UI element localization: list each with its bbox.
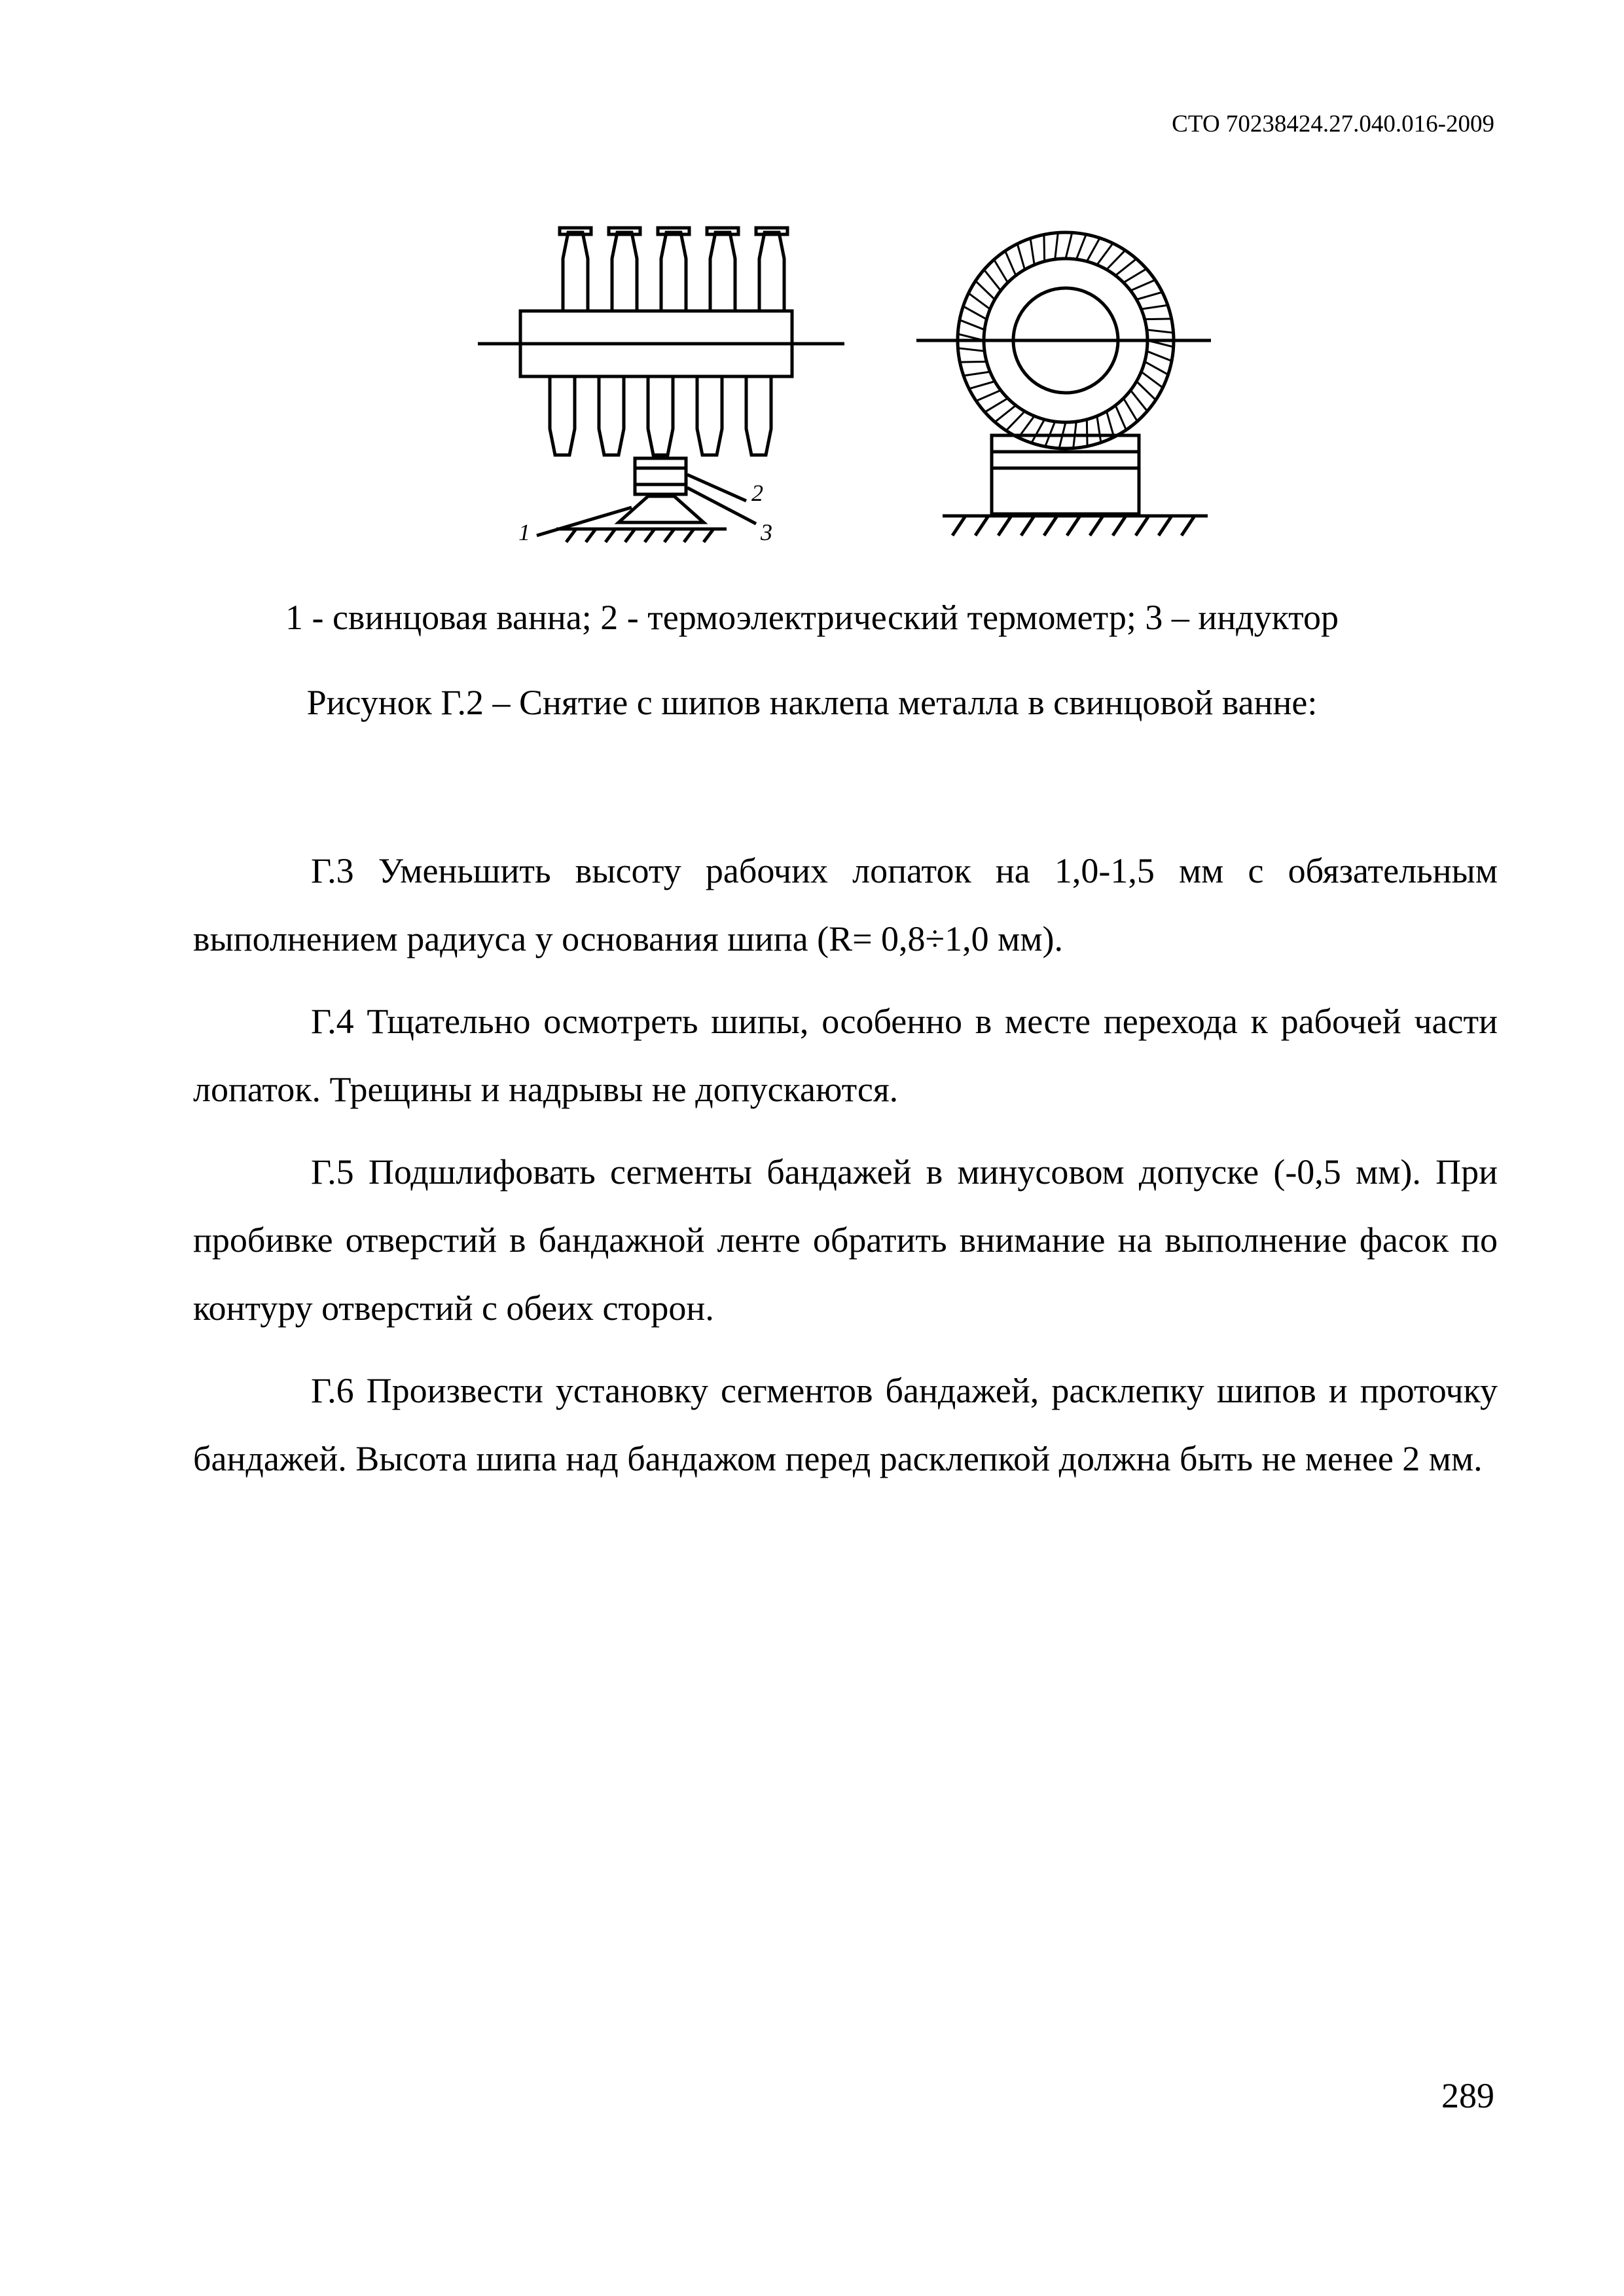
- paragraph-g3: Г.3 Уменьшить высоту рабочих лопаток на 1,0-1,5 мм с обязательным выполнением радиуса у основания шипа (R= 0,8÷1,0 мм).: [193, 851, 1498, 958]
- blade-line: [1055, 232, 1058, 259]
- blade-line: [975, 281, 994, 299]
- blade-line: [964, 372, 990, 376]
- callout-1: 1: [518, 519, 530, 545]
- blade-line: [1136, 382, 1155, 400]
- blade-line: [1097, 416, 1101, 442]
- blade-line: [985, 398, 1008, 412]
- figure-legend: 1 - свинцовая ванна; 2 - термоэлектрический термометр; 3 – индуктор: [285, 598, 1339, 637]
- figure-caption: Рисунок Г.2 – Снятие с шипов наклепа металла в свинцовой ванне:: [306, 683, 1318, 722]
- blade-line: [1147, 330, 1174, 333]
- blade-line: [1087, 238, 1100, 261]
- rotor-side-view: [478, 228, 844, 545]
- blade-line: [1147, 351, 1172, 361]
- paragraph-g6: Г.6 Произвести установку сегментов бандажей, расклепку шипов и проточку бандажей. Высота шипа над бандажом перед расклепкой должна быть не менее 2 мм.: [193, 1371, 1498, 1478]
- blade-line: [1044, 234, 1045, 261]
- blade-line: [995, 405, 1016, 422]
- blade-line: [1017, 244, 1024, 269]
- blade-line: [1107, 250, 1125, 269]
- blade-line: [960, 361, 986, 362]
- blade-line: [1145, 361, 1168, 374]
- blade-line: [1076, 234, 1086, 259]
- blade-line: [1130, 280, 1155, 291]
- blade-line: [1032, 420, 1045, 443]
- blade-line: [1005, 251, 1016, 276]
- blade-line: [969, 382, 994, 389]
- blade-line: [1066, 232, 1072, 259]
- blade-line: [963, 306, 986, 319]
- blade-line: [1006, 411, 1024, 430]
- figure-rotor-lead-bath: [458, 210, 1270, 576]
- paragraph-g5: Г.5 Подшлифовать сегменты бандажей в минусовом допуске (-0,5 мм). При пробивке отверстий в бандажной ленте обратить внимание на выполнение фасок по контуру отверстий с обеих сторон.: [193, 1152, 1498, 1328]
- callout-3: 3: [761, 519, 772, 545]
- callout-2: 2: [751, 480, 763, 506]
- blade-line: [960, 320, 984, 330]
- blade-line: [1097, 244, 1113, 265]
- blade-line: [969, 293, 990, 309]
- page-number: 289: [1441, 2076, 1494, 2115]
- blade-line: [1107, 411, 1114, 437]
- blade-line: [1123, 269, 1146, 283]
- blade-line: [976, 390, 1001, 401]
- paragraph-g4: Г.4 Тщательно осмотреть шипы, особенно в месте перехода к рабочей части лопаток. Трещины и надрывы не допускаются.: [193, 1002, 1498, 1109]
- blade-line: [1136, 292, 1162, 299]
- blade-line: [1141, 372, 1163, 388]
- blade-line: [1030, 238, 1034, 264]
- blade-line: [994, 260, 1008, 283]
- blade-line: [958, 348, 984, 352]
- blade-line: [1115, 405, 1126, 430]
- blade-line: [1115, 259, 1136, 275]
- blade-line: [1130, 390, 1147, 411]
- blade-line: [1141, 305, 1167, 309]
- blade-line: [1123, 398, 1137, 421]
- document-code: СТО 70238424.27.040.016-2009: [1172, 111, 1494, 137]
- rotor-end-view: [916, 232, 1211, 536]
- blade-line: [984, 270, 1000, 291]
